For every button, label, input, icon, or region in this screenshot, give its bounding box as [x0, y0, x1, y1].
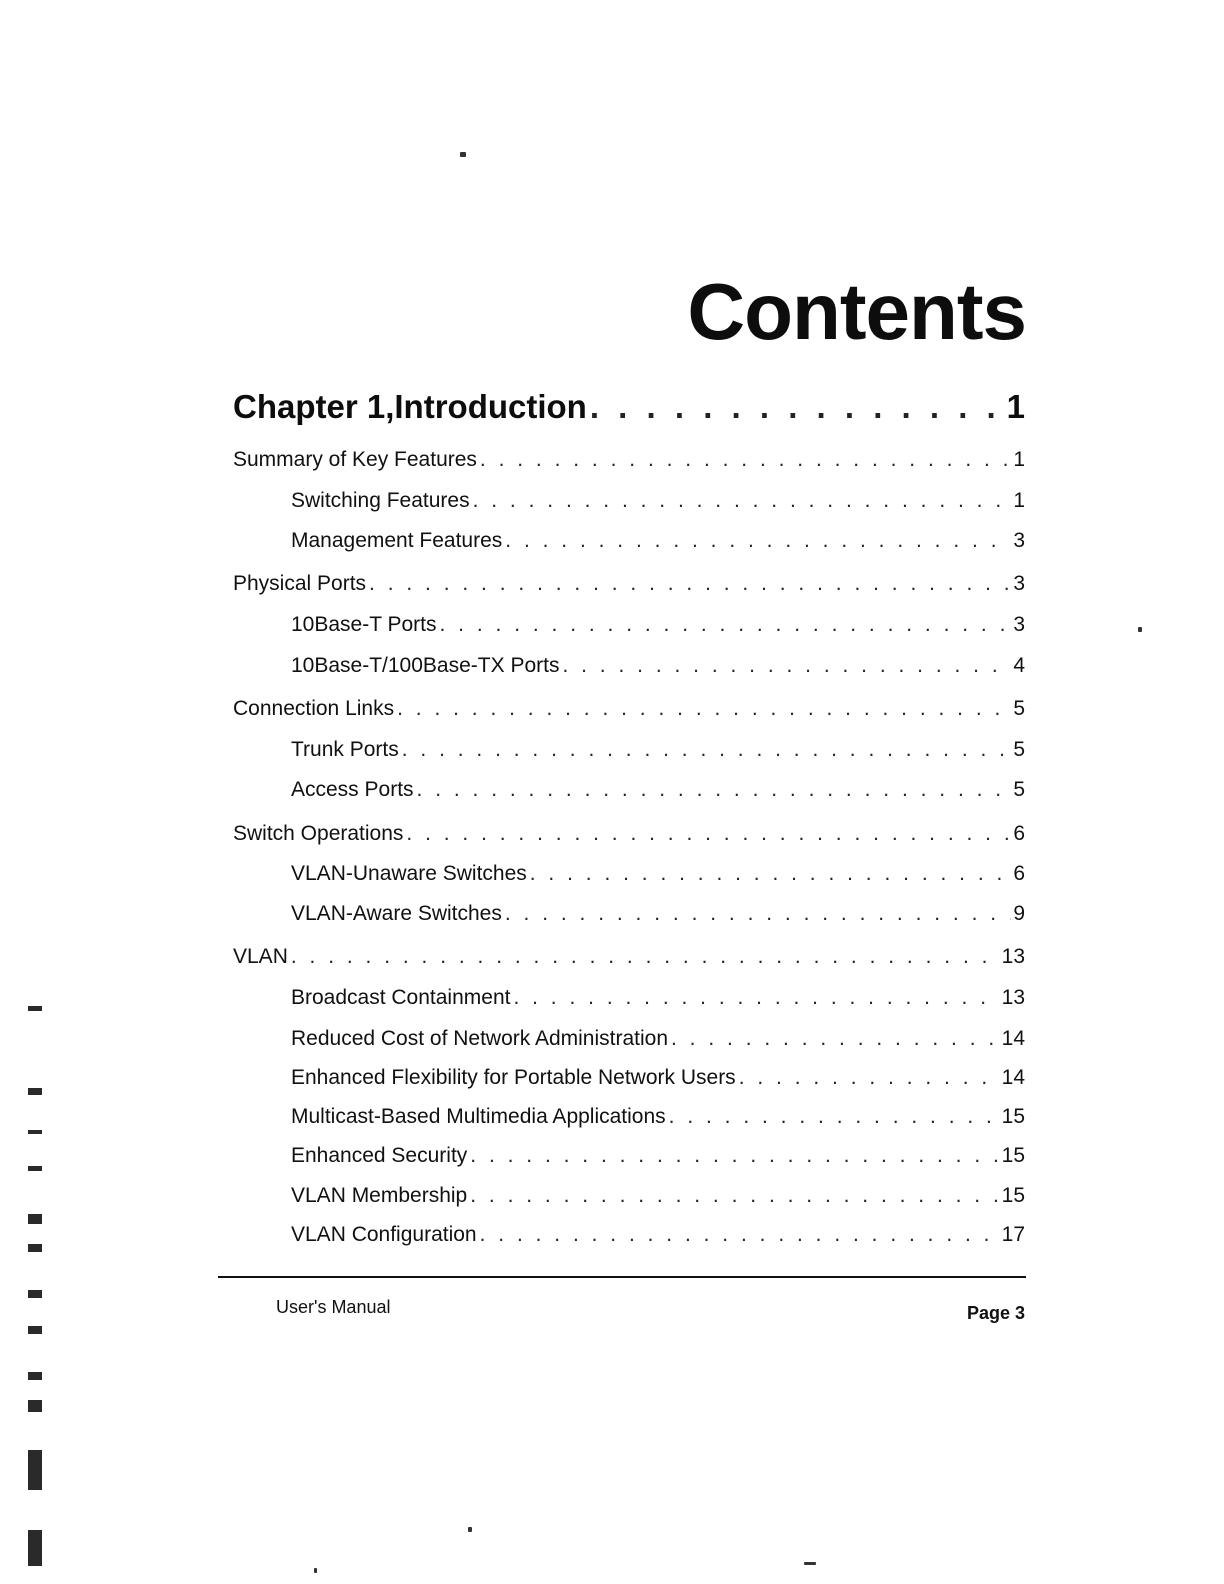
scan-speck [468, 1527, 472, 1532]
toc-entry-label: Enhanced Security [291, 1144, 468, 1167]
dot-leader [417, 778, 1012, 802]
toc-entry-label: VLAN [233, 945, 288, 968]
toc-entry-page: 14 [1001, 1027, 1025, 1050]
toc-entry[interactable] [233, 489, 1025, 513]
dot-leader [440, 613, 1012, 637]
dot-leader [513, 986, 999, 1010]
footer-divider [218, 1276, 1026, 1278]
dot-leader [671, 1027, 1000, 1051]
toc-entry-label: Switch Operations [233, 822, 404, 845]
toc-entry[interactable] [233, 1223, 1025, 1247]
toc-entry-label: Trunk Ports [291, 738, 399, 761]
binding-mark [28, 1166, 42, 1171]
toc-entry-page: 17 [1001, 1223, 1025, 1246]
toc-entry-label: Reduced Cost of Network Administration [291, 1027, 669, 1050]
toc-entry-label: Connection Links [233, 697, 395, 720]
toc-entry-page: 13 [1001, 986, 1025, 1009]
toc-entry[interactable] [233, 945, 1025, 969]
dot-leader [291, 945, 1000, 969]
toc-entry-page: 6 [1013, 862, 1025, 885]
binding-mark [28, 1400, 42, 1412]
dot-leader [590, 388, 1005, 426]
toc-entry-label: VLAN Configuration [291, 1223, 477, 1246]
scan-speck [460, 152, 466, 157]
dot-leader [562, 654, 1011, 678]
dot-leader [480, 1223, 1000, 1247]
toc-entry[interactable] [233, 613, 1025, 637]
toc-entry[interactable] [233, 738, 1025, 762]
toc-chapter-label: Chapter 1,Introduction [233, 388, 587, 425]
toc-entry-page: 5 [1013, 738, 1025, 761]
toc-entry-label: VLAN Membership [291, 1184, 468, 1207]
toc-entry-label: Enhanced Flexibility for Portable Network Users [291, 1066, 736, 1089]
scan-speck [1138, 627, 1142, 632]
toc-entry-page: 5 [1013, 697, 1025, 720]
dot-leader [473, 489, 1012, 513]
toc-entry-page: 3 [1013, 613, 1025, 636]
binding-mark [28, 1450, 42, 1490]
toc-entry-label: Management Features [291, 529, 503, 552]
toc-entry-page: 6 [1013, 822, 1025, 845]
footer-page-number: Page 3 [966, 1303, 1025, 1323]
toc-entry-label: Access Ports [291, 778, 414, 801]
dot-leader [505, 529, 1011, 553]
toc-chapter-entry[interactable] [233, 388, 1025, 426]
binding-mark [28, 1290, 42, 1298]
dot-leader [369, 572, 1011, 596]
dot-leader [402, 738, 1012, 762]
toc-entry-label: Summary of Key Features [233, 448, 477, 471]
toc-entry[interactable] [233, 1144, 1025, 1168]
toc-entry-label: 10Base-T/100Base-TX Ports [291, 654, 560, 677]
toc-entry-label: VLAN-Aware Switches [291, 902, 502, 925]
toc-entry[interactable] [233, 902, 1025, 926]
dot-leader [397, 697, 1011, 721]
toc-entry-label: Switching Features [291, 489, 470, 512]
toc-entry-label: Multicast-Based Multimedia Applications [291, 1105, 666, 1128]
toc-entry-label: Physical Ports [233, 572, 367, 595]
binding-mark [28, 1214, 42, 1224]
toc-entry-page: 3 [1013, 572, 1025, 595]
toc-entry[interactable] [233, 1027, 1025, 1051]
toc-entry-page: 3 [1013, 529, 1025, 552]
toc-entry[interactable] [233, 1184, 1025, 1208]
toc-entry-page: 15 [1001, 1184, 1025, 1207]
toc-entry[interactable] [233, 448, 1025, 472]
binding-mark [28, 1130, 42, 1134]
toc-entry-page: 15 [1001, 1105, 1025, 1128]
toc-entry[interactable] [233, 654, 1025, 678]
toc-entry[interactable] [233, 697, 1025, 721]
dot-leader [669, 1105, 1000, 1129]
toc-entry-page: 1 [1013, 489, 1025, 512]
binding-mark [28, 1326, 42, 1334]
toc-entry[interactable] [233, 529, 1025, 553]
toc-entry-page: 5 [1013, 778, 1025, 801]
toc-entry-page: 15 [1001, 1144, 1025, 1167]
toc-entry[interactable] [233, 1105, 1025, 1129]
binding-mark [28, 1530, 42, 1566]
toc-chapter-page: 1 [1006, 388, 1025, 425]
scan-speck [804, 1562, 816, 1565]
toc-entry-label: VLAN-Unaware Switches [291, 862, 527, 885]
binding-mark [28, 1088, 42, 1095]
toc-entry-page: 14 [1001, 1066, 1025, 1089]
dot-leader [470, 1144, 999, 1168]
binding-mark [28, 1006, 42, 1011]
binding-mark [28, 1372, 42, 1380]
toc-entry-page: 4 [1013, 654, 1025, 677]
dot-leader [470, 1184, 999, 1208]
toc-entry-page: 1 [1013, 448, 1025, 471]
toc-entry-label: Broadcast Containment [291, 986, 511, 1009]
toc-entry[interactable] [233, 572, 1025, 596]
dot-leader [480, 448, 1011, 472]
dot-leader [505, 902, 1011, 926]
binding-mark [28, 1244, 42, 1252]
toc-entry[interactable] [233, 778, 1025, 802]
toc-entry-page: 9 [1013, 902, 1025, 925]
footer-manual-title: User's Manual [276, 1297, 391, 1317]
toc-entry[interactable] [233, 1066, 1025, 1090]
scan-speck [314, 1568, 317, 1573]
page-title: Contents [687, 267, 1026, 356]
toc-entry[interactable] [233, 862, 1025, 886]
toc-entry[interactable] [233, 822, 1025, 846]
dot-leader [406, 822, 1011, 846]
toc-entry-label: 10Base-T Ports [291, 613, 437, 636]
toc-entry-page: 13 [1001, 945, 1025, 968]
dot-leader [530, 862, 1012, 886]
dot-leader [739, 1066, 1000, 1090]
toc-entry[interactable] [233, 986, 1025, 1010]
